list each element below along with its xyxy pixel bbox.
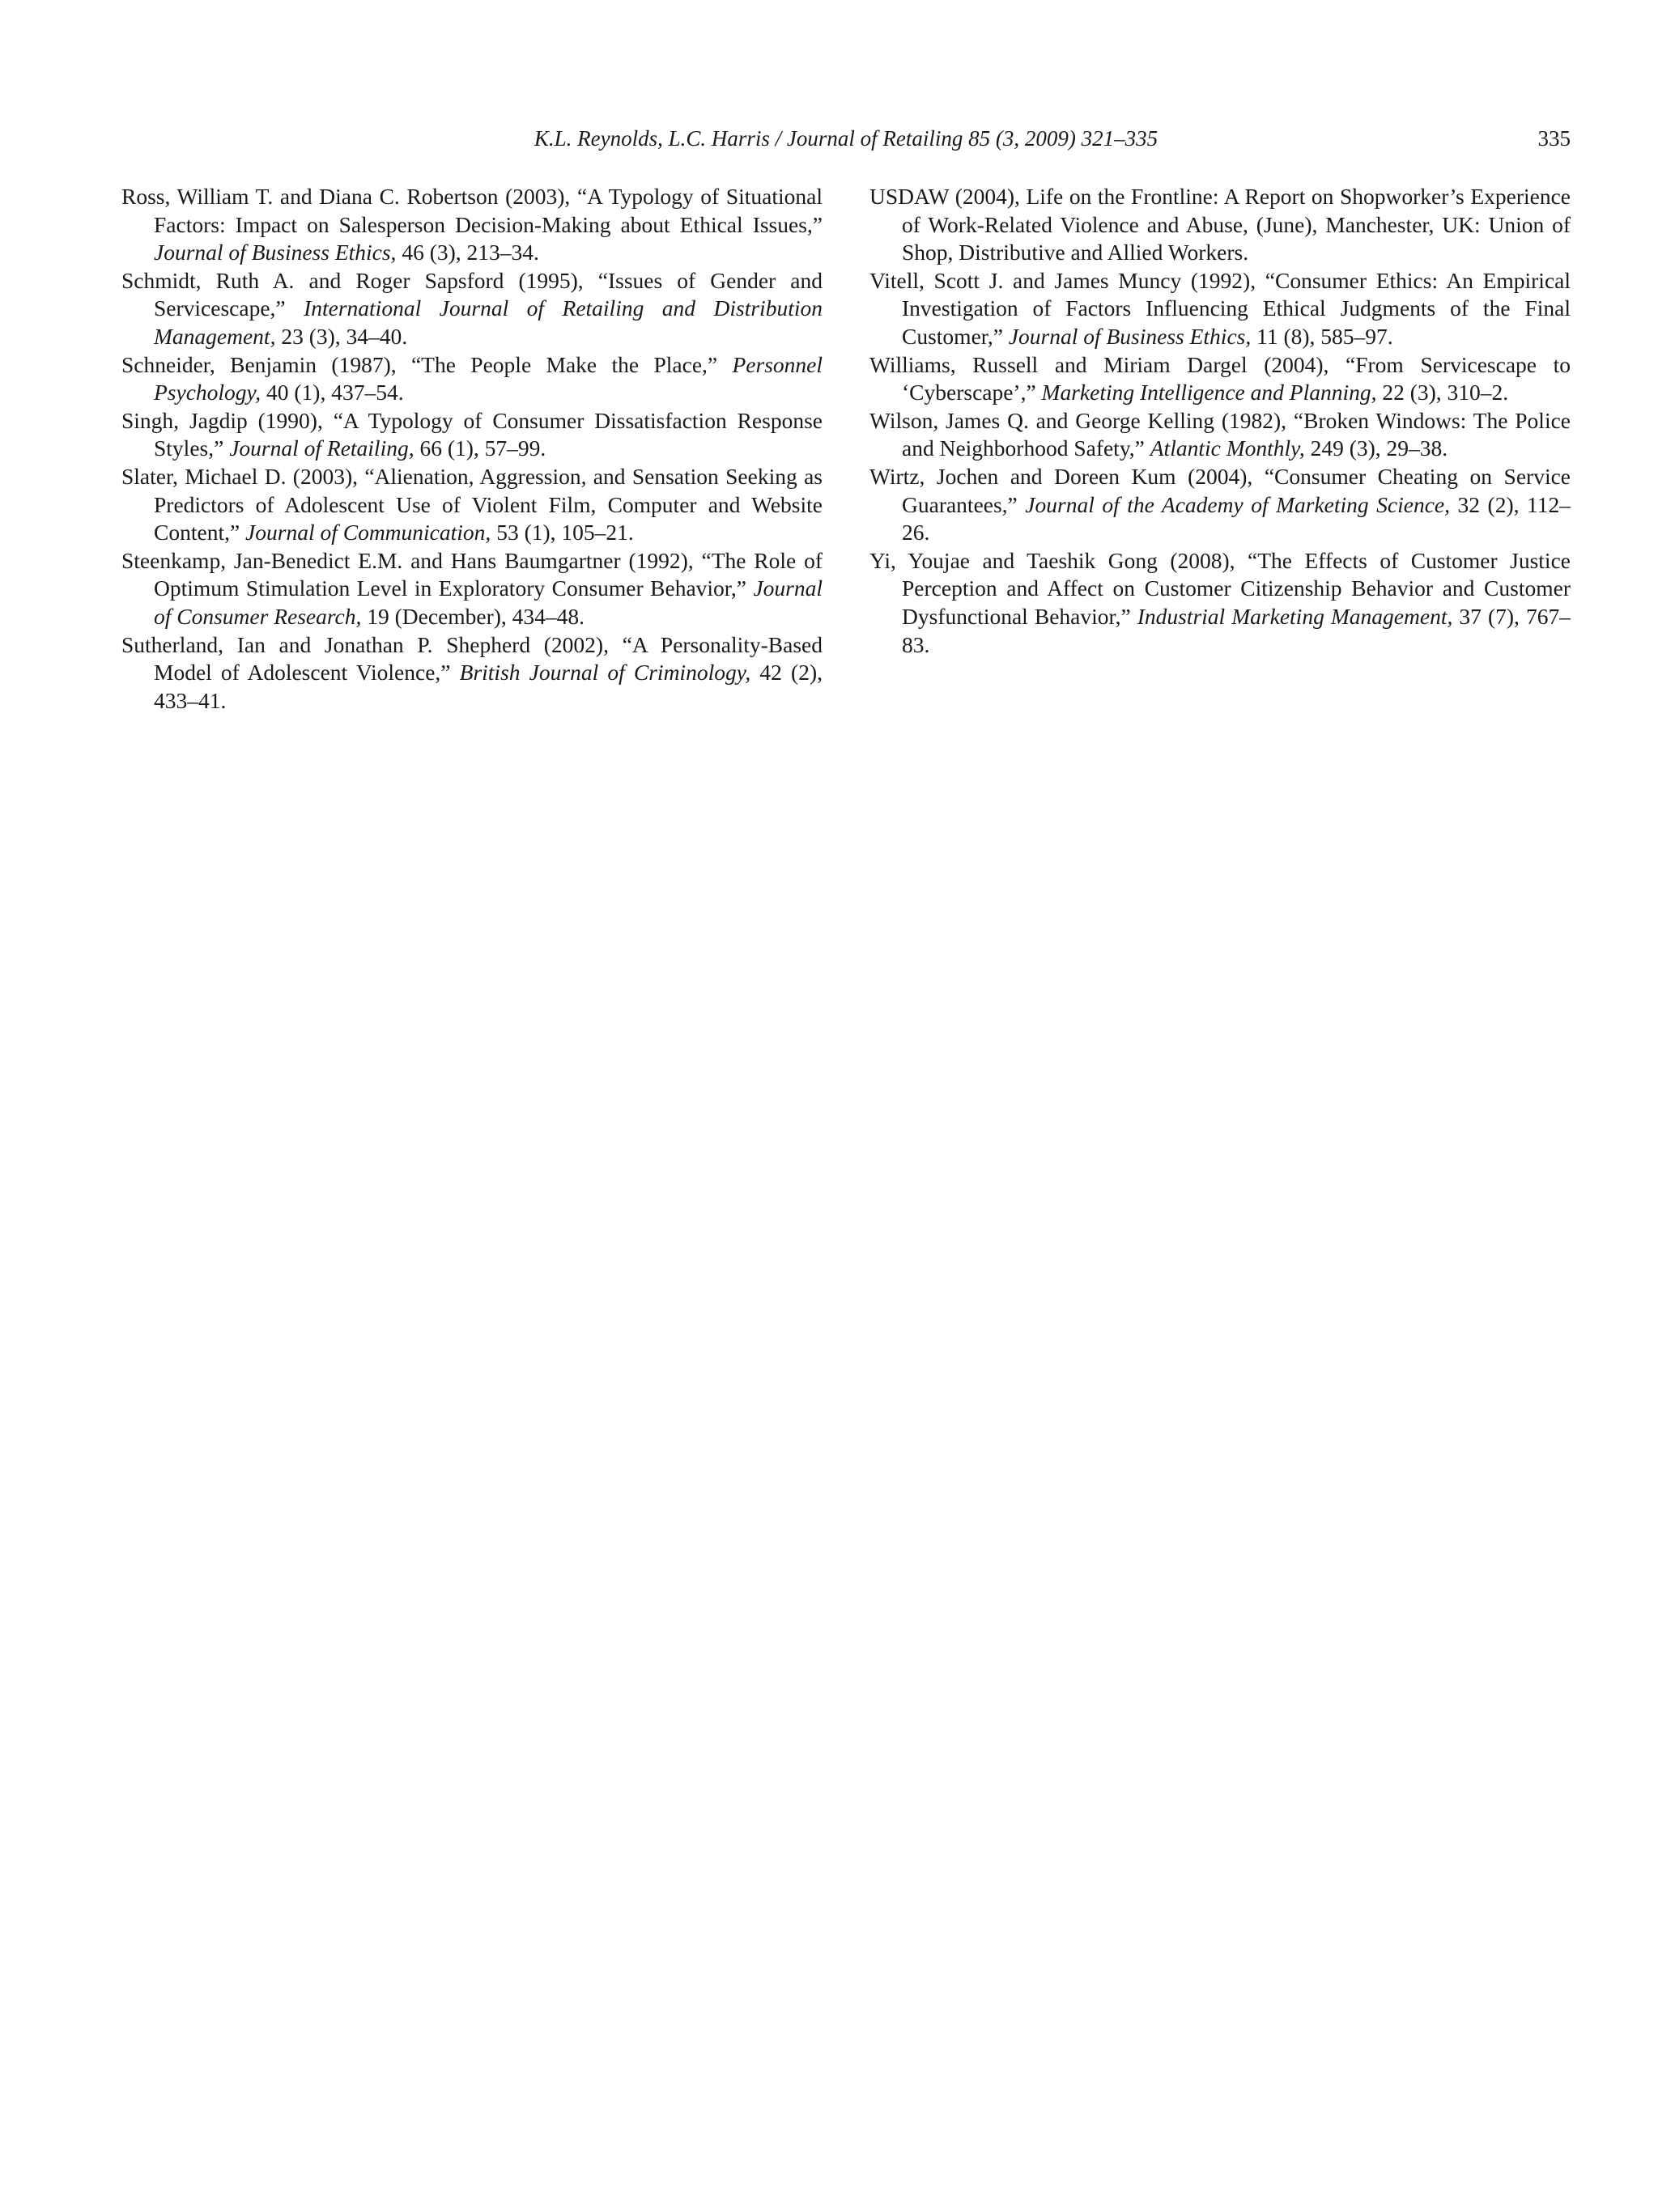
reference-entry (121, 631, 823, 715)
reference-text: USDAW (2004), Life on the Frontline: A Report on Shopworker’s Experience of Work-Related Violence and Abuse, (June), Manchester, UK: Union of Shop, Distributive and Allied Workers. (869, 184, 1571, 265)
reference-entry (869, 267, 1571, 351)
reference-text: Singh, Jagdip (1990), “A Typology of Consumer Dissatisfaction Response Styles,” (121, 407, 823, 461)
reference-details: 40 (1), 437–54. (261, 380, 404, 405)
references-left-column (121, 183, 823, 715)
reference-details: 22 (3), 310–2. (1376, 380, 1509, 405)
reference-details: 23 (3), 34–40. (275, 323, 408, 349)
reference-details: 46 (3), 213–34. (396, 240, 539, 265)
reference-entry (869, 351, 1571, 407)
reference-entry (121, 463, 823, 547)
reference-details: 19 (December), 434–48. (361, 603, 585, 629)
reference-journal: Marketing Intelligence and Planning, (1041, 380, 1377, 405)
reference-text: Schneider, Benjamin (1987), “The People Make the Place,” (121, 351, 733, 377)
reference-journal: Journal of Communication, (245, 520, 491, 546)
reference-journal: Journal of Consumer Research, (154, 575, 823, 629)
reference-journal: Atlantic Monthly, (1150, 435, 1305, 461)
references-right-column (869, 183, 1571, 659)
reference-journal: Journal of Retailing, (229, 435, 414, 461)
journal-citation-header: K.L. Reynolds, L.C. Harris / Journal of Retailing 85 (3, 2009) 321–335 (534, 126, 1158, 151)
reference-details: 11 (8), 585–97. (1251, 323, 1393, 349)
reference-journal: British Journal of Criminology, (459, 660, 751, 686)
reference-journal: International Journal of Retailing and Distribution Management, (154, 295, 823, 349)
reference-journal: Personnel Psychology, (154, 351, 823, 405)
reference-text: Slater, Michael D. (2003), “Alienation, Aggression, and Sensation Seeking as Predictors of Adolescent Use of Violent Film, Computer and Website Content,” (121, 463, 823, 546)
reference-journal: Journal of Business Ethics, (1008, 323, 1252, 349)
reference-entry (121, 267, 823, 351)
running-head (121, 126, 1571, 159)
reference-journal: Industrial Marketing Management, (1137, 603, 1453, 629)
reference-text: Sutherland, Ian and Jonathan P. Shepherd (2002), “A Personality-Based Model of Adolescent Violence,” (121, 631, 823, 686)
reference-entry (121, 183, 823, 267)
reference-entry (121, 351, 823, 407)
reference-entry (869, 463, 1571, 547)
reference-details: 53 (1), 105–21. (491, 520, 634, 546)
reference-text: Ross, William T. and Diana C. Robertson (2003), “A Typology of Situational Factors: Impact on Salesperson Decision-Making about Ethical Issues,” (121, 184, 823, 237)
reference-text: Wirtz, Jochen and Doreen Kum (2004), “Consumer Cheating on Service Guarantees,” (869, 463, 1571, 517)
reference-details: 249 (3), 29–38. (1304, 435, 1448, 461)
reference-text: Wilson, James Q. and George Kelling (1982), “Broken Windows: The Police and Neighborhood Safety,” (869, 407, 1571, 461)
reference-text: Williams, Russell and Miriam Dargel (2004), “From Servicescape to ‘Cyberscape’,” (869, 351, 1571, 405)
reference-entry (869, 407, 1571, 463)
reference-journal: Journal of the Academy of Marketing Science, (1025, 491, 1451, 517)
reference-entry (869, 547, 1571, 659)
reference-details: 32 (2), 112–26. (902, 491, 1571, 546)
reference-text: Vitell, Scott J. and James Muncy (1992), “Consumer Ethics: An Empirical Investigation of Factors Influencing Ethical Judgments of the Final Customer,” (869, 267, 1571, 349)
reference-entry (121, 547, 823, 631)
reference-details: 37 (7), 767–83. (902, 603, 1571, 657)
page-number: 335 (1537, 126, 1571, 151)
reference-details: 42 (2), 433–41. (154, 660, 823, 713)
reference-entry (121, 407, 823, 463)
reference-text: Yi, Youjae and Taeshik Gong (2008), “The Effects of Customer Justice Perception and Affect on Customer Citizenship Behavior and Customer Dysfunctional Behavior,” (869, 547, 1571, 629)
reference-journal: Journal of Business Ethics, (154, 240, 397, 265)
reference-details: 66 (1), 57–99. (414, 435, 546, 461)
reference-entry (869, 183, 1571, 267)
reference-text: Steenkamp, Jan-Benedict E.M. and Hans Baumgartner (1992), “The Role of Optimum Stimulation Level in Exploratory Consumer Behavior,” (121, 547, 823, 601)
reference-text: Schmidt, Ruth A. and Roger Sapsford (1995), “Issues of Gender and Servicescape,” (121, 267, 823, 321)
